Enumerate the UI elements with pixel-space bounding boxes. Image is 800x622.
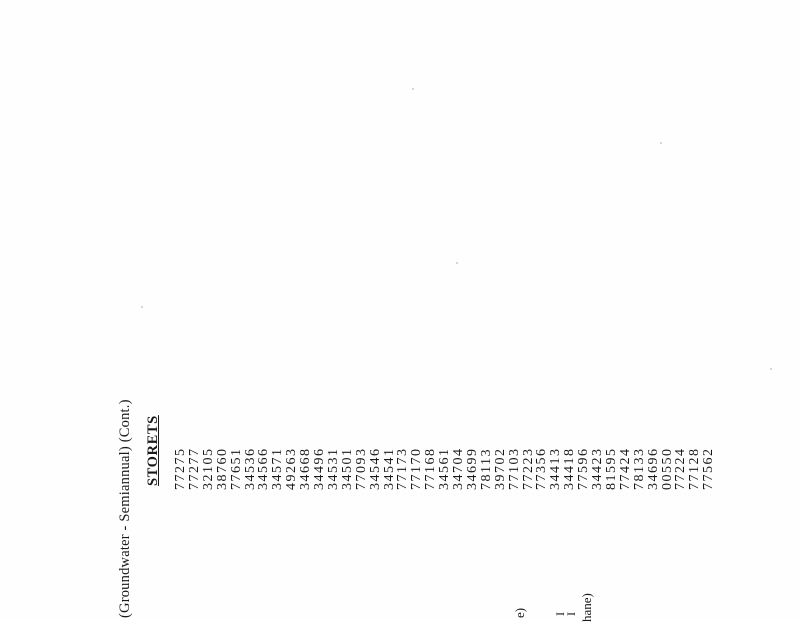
storet-value: 34423 <box>590 447 605 490</box>
storet-value: 34418 <box>562 447 578 490</box>
scan-speck <box>660 142 662 144</box>
storet-value: 77170 <box>409 447 425 490</box>
storet-value: 39702 <box>492 447 508 490</box>
storet-value: 32105 <box>200 447 216 490</box>
storet-value: 77093 <box>353 447 369 490</box>
storet-value: 34541 <box>381 447 397 490</box>
storet-value: 77424 <box>617 447 633 490</box>
storet-value: 77596 <box>576 447 592 490</box>
scan-speck <box>456 262 458 264</box>
storet-value: 34561 <box>437 447 453 490</box>
storet-value: 77128 <box>687 447 703 490</box>
scan-speck <box>141 306 143 308</box>
storet-value: 34536 <box>242 447 258 490</box>
storet-value: 34566 <box>256 447 272 490</box>
storet-value: 34531 <box>325 447 341 490</box>
storet-value: 77562 <box>701 447 717 490</box>
storet-value: 77103 <box>506 447 522 490</box>
storet-value: 34668 <box>298 447 314 490</box>
storet-value: 77356 <box>534 447 550 490</box>
storet-value: 77223 <box>520 447 536 490</box>
cut-off-text-fragment: I <box>553 612 567 616</box>
storet-value: 38760 <box>214 447 230 490</box>
cut-off-text-fragment: hane) <box>579 593 594 622</box>
storet-value: 77224 <box>673 447 689 490</box>
storets-column-heading: STORETS <box>145 415 161 486</box>
storet-value: 34546 <box>367 447 383 490</box>
storet-value: 34413 <box>548 447 564 490</box>
storet-value: 77173 <box>395 447 411 490</box>
storet-value: 34696 <box>645 447 661 490</box>
storet-value: 34699 <box>464 447 480 490</box>
storet-value: 81595 <box>603 447 619 490</box>
storet-value: 00550 <box>659 447 675 490</box>
scan-speck <box>412 88 414 90</box>
storet-value: 34571 <box>270 447 286 490</box>
storet-value: 34704 <box>451 447 466 490</box>
storet-value: 49263 <box>284 447 300 490</box>
storet-value: 34501 <box>339 447 355 490</box>
scan-speck <box>770 368 772 370</box>
storet-value: 77277 <box>186 447 202 490</box>
cut-off-text-fragment: I <box>564 612 578 616</box>
document-title: (Groundwater - Semiannual) (Cont.) <box>117 399 133 618</box>
cut-off-text-fragment: e) <box>512 607 527 618</box>
storet-value: 77168 <box>423 447 439 490</box>
storet-value: 78133 <box>631 447 647 490</box>
storet-value: 77275 <box>173 447 188 490</box>
storet-value: 77651 <box>228 447 244 490</box>
storet-value: 78113 <box>478 448 494 490</box>
storet-value: 34496 <box>312 447 327 490</box>
